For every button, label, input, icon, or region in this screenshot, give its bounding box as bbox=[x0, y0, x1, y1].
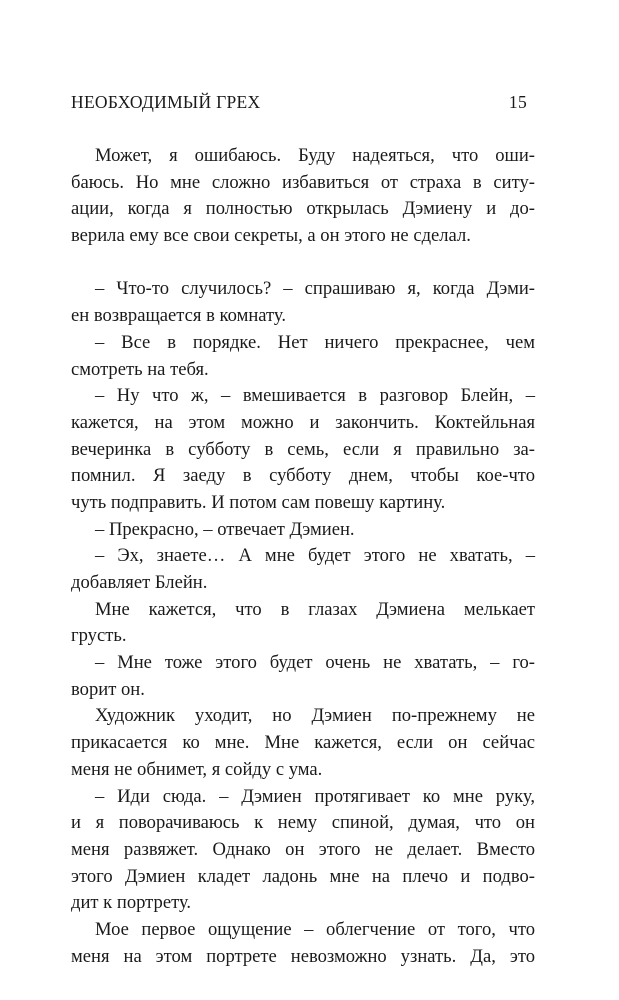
text-line: кажется, на этом можно и закончить. Коктейльная bbox=[71, 411, 535, 433]
text-line: меня на этом портрете невозможно узнать. Да, это bbox=[71, 945, 535, 967]
text-line: помнил. Я заеду в субботу днем, чтобы кое-что bbox=[71, 465, 535, 487]
text-line: чуть подправить. И потом сам повешу картину. bbox=[71, 491, 446, 513]
text-line: грусть. bbox=[71, 625, 127, 647]
text-line: ворит он. bbox=[71, 678, 145, 700]
text-line: прикасается ко мне. Мне кажется, если он сейчас bbox=[71, 732, 535, 754]
section-break bbox=[95, 250, 535, 277]
text-line: ации, когда я полностью открылась Дэмиену и до- bbox=[71, 198, 535, 220]
text-line: и я поворачиваюсь к нему спиной, думая, что он bbox=[71, 812, 535, 834]
text-line: меня не обнимет, я сойду с ума. bbox=[71, 758, 323, 780]
running-header bbox=[71, 92, 527, 113]
text-line: Мое первое ощущение – облегчение от того, что bbox=[95, 918, 535, 940]
text-line: вечеринка в субботу в семь, если я правильно за- bbox=[71, 438, 535, 460]
text-line: ен возвращается в комнату. bbox=[71, 305, 287, 327]
text-line: – Эх, знаете… А мне будет этого не хватать, – bbox=[95, 545, 535, 567]
running-title: НЕОБХОДИМЫЙ ГРЕХ bbox=[71, 92, 261, 112]
text-line: – Все в порядке. Нет ничего прекраснее, чем bbox=[95, 331, 535, 353]
text-line: меня развяжет. Однако он этого не делает. Вместо bbox=[71, 838, 535, 860]
text-line: баюсь. Но мне сложно избавиться от страха в ситу- bbox=[71, 171, 535, 193]
text-line: этого Дэмиен кладет ладонь мне на плечо и подво- bbox=[71, 865, 535, 887]
text-line: – Ну что ж, – вмешивается в разговор Блейн, – bbox=[95, 385, 535, 407]
text-line: Может, я ошибаюсь. Буду надеяться, что оши- bbox=[95, 145, 535, 166]
text-line: – Что-то случилось? – спрашиваю я, когда Дэми- bbox=[95, 278, 535, 300]
text-line: – Иди сюда. – Дэмиен протягивает ко мне руку, bbox=[95, 785, 535, 807]
text-line: – Мне тоже этого будет очень не хватать, – го- bbox=[95, 652, 535, 674]
page-body bbox=[71, 143, 535, 970]
page-number: 15 bbox=[508, 92, 527, 112]
text-line: Художник уходит, но Дэмиен по-прежнему не bbox=[95, 705, 535, 727]
text-line: – Прекрасно, – отвечает Дэмиен. bbox=[95, 518, 355, 540]
text-line: верила ему все свои секреты, а он этого не сделал. bbox=[71, 225, 471, 247]
text-line: смотреть на тебя. bbox=[71, 358, 209, 380]
text-line: дит к портрету. bbox=[71, 892, 192, 914]
text-line: добавляет Блейн. bbox=[71, 572, 208, 593]
text-line: Мне кажется, что в глазах Дэмиена мелькает bbox=[95, 598, 535, 620]
